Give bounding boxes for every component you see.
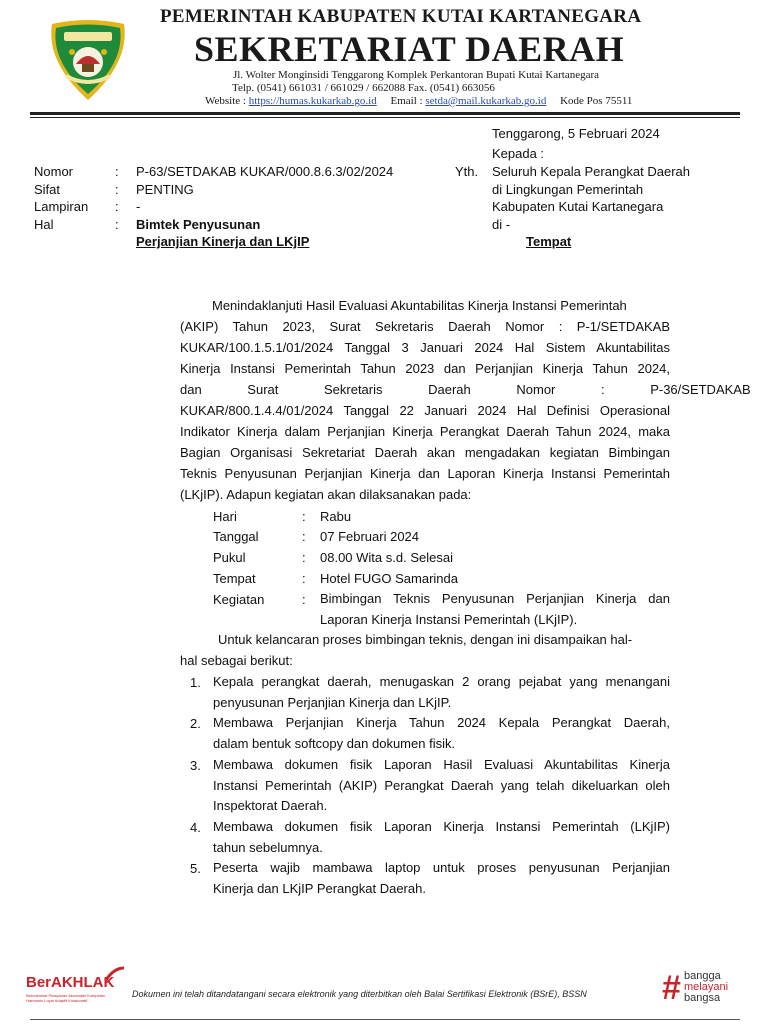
schedule-colon: : bbox=[302, 571, 306, 586]
bangga-melayani-bangsa-logo bbox=[662, 970, 738, 1010]
nomor-label: Nomor bbox=[34, 164, 74, 179]
email-label: Email : bbox=[390, 95, 423, 107]
postcode: Kode Pos 75511 bbox=[560, 95, 633, 107]
sifat-value: PENTING bbox=[136, 182, 194, 197]
recipient-line-2: di Lingkungan Pemerintah bbox=[492, 182, 644, 197]
email-link[interactable]: setda@mail.kukarkab.go.id bbox=[425, 95, 547, 107]
list-number: 1. bbox=[190, 675, 201, 690]
list-number: 2. bbox=[190, 716, 201, 731]
list-number: 4. bbox=[190, 820, 201, 835]
footer-rule bbox=[30, 1019, 740, 1020]
list-number: 5. bbox=[190, 861, 201, 876]
schedule-label: Tanggal bbox=[213, 529, 259, 544]
e-signature-note: Dokumen ini telah ditandatangani secara elektronik yang diterbitkan oleh Balai Sertifikasi Elektronik (BSrE), BSSN bbox=[132, 989, 587, 999]
paragraph-line: KUKAR/100.1.5.1/01/2024 Tanggal 3 Januari 2024 Hal Sistem Akuntabilitas bbox=[180, 340, 670, 355]
schedule-label: Tempat bbox=[213, 571, 256, 586]
hal-colon: : bbox=[115, 217, 119, 232]
letterhead-address: Jl. Wolter Monginsidi Tenggarong Komplek Perkantoran Bupati Kutai Kartanegara bbox=[233, 69, 600, 81]
sifat-label: Sifat bbox=[34, 182, 61, 197]
schedule-value: 08.00 Wita s.d. Selesai bbox=[320, 550, 453, 565]
paragraph-line: KUKAR/800.1.4.4/01/2024 Tanggal 22 Januari 2024 Hal Definisi Operasional bbox=[180, 403, 670, 418]
list-item-line: Instansi Pemerintah (AKIP) Perangkat Daerah yang telah dikeluarkan oleh bbox=[213, 778, 670, 793]
list-item-line: Inspektorat Daerah. bbox=[213, 798, 328, 813]
paragraph-line: Teknis Penyusunan Perjanjian Kinerja dan Laporan Kinerja Instansi Pemerintah bbox=[180, 466, 670, 481]
paragraph-line: Indikator Kinerja dalam Perjanjian Kinerja Perangkat Daerah Tahun 2024, maka bbox=[180, 424, 670, 439]
bangsa-text: bangsa bbox=[684, 992, 721, 1004]
sifat-colon: : bbox=[115, 182, 119, 197]
berakhlak-tagline: Berorientasi Pelayanan Akuntabel Kompeten Harmonis Loyal Adaptif Kolaboratif bbox=[26, 993, 106, 1003]
list-item-line: Membawa Perjanjian Kinerja Tahun 2024 Kepala Perangkat Daerah, bbox=[213, 715, 670, 730]
schedule-colon: : bbox=[302, 509, 306, 524]
place-date: Tenggarong, 5 Februari 2024 bbox=[492, 126, 660, 141]
list-item-line: tahun sebelumnya. bbox=[213, 840, 323, 855]
yth-label: Yth. bbox=[455, 164, 479, 179]
hashtag-icon: # bbox=[662, 969, 681, 1007]
website-label: Website : bbox=[205, 95, 246, 107]
kepada-label: Kepada : bbox=[492, 146, 545, 161]
nomor-colon: : bbox=[115, 164, 119, 179]
schedule-value: 07 Februari 2024 bbox=[320, 529, 420, 544]
list-number: 3. bbox=[190, 758, 201, 773]
letterhead-contact bbox=[205, 95, 632, 107]
paragraph-2-line: hal sebagai berikut: bbox=[180, 653, 293, 668]
list-item-line: Kepala perangkat daerah, menugaskan 2 orang pejabat yang menangani bbox=[213, 674, 670, 689]
lampiran-label: Lampiran bbox=[34, 199, 89, 214]
recipient-line-3: Kabupaten Kutai Kartanegara bbox=[492, 199, 664, 214]
list-item-line: Kinerja dan LKjIP Perangkat Daerah. bbox=[213, 881, 426, 896]
nomor-value: P-63/SETDAKAB KUKAR/000.8.6.3/02/2024 bbox=[136, 164, 394, 179]
lampiran-colon: : bbox=[115, 199, 119, 214]
berakhlak-logo bbox=[26, 966, 126, 1012]
schedule-label: Pukul bbox=[213, 550, 246, 565]
letterhead-rule-thin bbox=[30, 117, 740, 118]
paragraph-line: Menindaklanjuti Hasil Evaluasi Akuntabilitas Kinerja Instansi Pemerintah bbox=[212, 298, 627, 313]
recipient-di: di - bbox=[492, 217, 511, 232]
website-link[interactable]: https://humas.kukarkab.go.id bbox=[248, 95, 377, 107]
schedule-value: Bimbingan Teknis Penyusunan Perjanjian Kinerja dan bbox=[320, 591, 670, 606]
schedule-colon: : bbox=[302, 529, 306, 544]
letterhead-government: PEMERINTAH KABUPATEN KUTAI KARTANEGARA bbox=[160, 6, 642, 27]
paragraph-line: (LKjIP). Adapun kegiatan akan dilaksanakan pada: bbox=[180, 487, 472, 502]
schedule-value-cont: Laporan Kinerja Instansi Pemerintah (LKjIP). bbox=[320, 612, 578, 627]
list-item-line: penyusunan Perjanjian Kinerja dan LKjIP. bbox=[213, 695, 452, 710]
recipient-tempat: Tempat bbox=[526, 234, 572, 249]
schedule-label: Kegiatan bbox=[213, 592, 265, 607]
list-item-line: Membawa dokumen fisik Laporan Hasil Evaluasi Akuntabilitas Kinerja bbox=[213, 757, 670, 772]
letterhead-office: SEKRETARIAT DAERAH bbox=[194, 29, 625, 69]
hal-value-2: Perjanjian Kinerja dan LKjIP bbox=[136, 234, 310, 249]
paragraph-line: dan Surat Sekretaris Daerah Nomor : P-36/SETDAKAB bbox=[180, 382, 751, 397]
paragraph-line: (AKIP) Tahun 2023, Surat Sekretaris Daerah Nomor : P-1/SETDAKAB bbox=[180, 319, 670, 334]
kutai-kartanegara-emblem bbox=[44, 18, 132, 102]
hal-label: Hal bbox=[34, 217, 54, 232]
paragraph-line: Kinerja Instansi Pemerintah Tahun 2023 dan Perjanjian Kinerja Tahun 2024, bbox=[180, 361, 670, 376]
lampiran-value: - bbox=[136, 199, 141, 214]
melayani-text: melayani bbox=[684, 981, 729, 993]
schedule-colon: : bbox=[302, 550, 306, 565]
recipient-line-1: Seluruh Kepala Perangkat Daerah bbox=[492, 164, 691, 179]
schedule-label: Hari bbox=[213, 509, 237, 524]
schedule-value: Rabu bbox=[320, 509, 352, 524]
paragraph-2-line: Untuk kelancaran proses bimbingan teknis, dengan ini disampaikan hal- bbox=[218, 632, 633, 647]
list-item-line: dalam bentuk softcopy dan dokumen fisik. bbox=[213, 736, 456, 751]
bangga-text: bangga bbox=[684, 970, 721, 982]
schedule-value: Hotel FUGO Samarinda bbox=[320, 571, 458, 586]
list-item-line: Membawa dokumen fisik Laporan Kinerja Instansi Pemerintah (LKjIP) bbox=[213, 819, 670, 834]
letterhead-phone: Telp. (0541) 661031 / 661029 / 662088 Fax. (0541) 663056 bbox=[232, 82, 495, 94]
berakhlak-wordmark: BerAKHLAK bbox=[26, 974, 115, 991]
letterhead-rule bbox=[30, 112, 740, 115]
hal-value-1: Bimtek Penyusunan bbox=[136, 217, 261, 232]
schedule-colon: : bbox=[302, 592, 306, 607]
list-item-line: Peserta wajib mambawa laptop untuk proses penyusunan Perjanjian bbox=[213, 860, 670, 875]
paragraph-line: Bagian Organisasi Sekretariat Daerah akan mengadakan kegiatan Bimbingan bbox=[180, 445, 670, 460]
